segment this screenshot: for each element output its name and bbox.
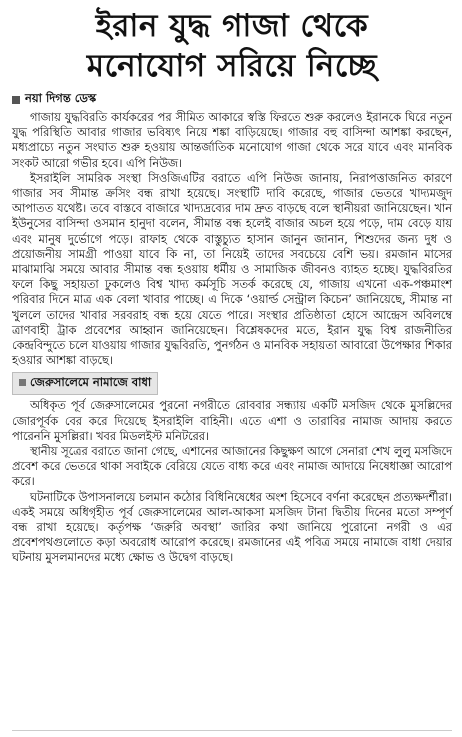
- paragraph: গাজায় যুদ্ধবিরতি কার্যকরের পর সীমিত আকারে স্বস্তি ফিরতে শুরু করলেও ইরানকে ঘিরে নতুন যুদ্ধ পরিস্থিতি আবার গাজার ভবিষ্যৎ নিয়ে শঙ্কা বাড়িয়েছে। গাজার বহু বাসিন্দা আশঙ্কা করছেন, মধ্যপ্রাচ্যে নতুন সংঘাত শুরু হওয়ায় আন্তর্জাতিক মনোযোগ গাজা থেকে সরে যাবে এবং মানবিক সংকট আরো গভীর হবে। এপি নিউজ।: [12, 111, 452, 170]
- subheading: [12, 372, 158, 395]
- square-bullet-icon: [19, 379, 26, 386]
- square-bullet-icon: [12, 96, 20, 104]
- divider: [12, 730, 452, 731]
- headline-line-2: মনোযোগ সরিয়ে নিচ্ছে: [86, 48, 378, 84]
- byline: [12, 92, 452, 107]
- paragraph: স্থানীয় সূত্রের বরাতে জানা গেছে, এশানের আজানের কিছুক্ষণ আগে সেনারা শেখ লুলু মসজিদে প্রবেশ করে ভেতরে থাকা সবাইকে বেরিয়ে যেতে বাধ্য করে এবং নামাজ আদায়ে নিষেধাজ্ঞা আরোপ করে।: [12, 445, 452, 489]
- subheading-text: জেরুসালেমে নামাজে বাধা: [30, 375, 152, 390]
- paragraph: ঘটনাটিকে উপাসনালয়ে চলমান কঠোর বিধিনিষেধের অংশ হিসেবে বর্ণনা করেছেন প্রত্যক্ষদর্শীরা। একই সময়ে অধিগৃহীত পূর্ব জেরুসালেমের আল-আকসা মসজিদ টানা দ্বিতীয় দিনের মতো সম্পূর্ণ বন্ধ রাখা হয়েছে। কর্তৃপক্ষ ‘জরুরি অবস্থা’ জারির কথা জানিয়ে পুরোনো নগরী ও এর প্রবেশপথগুলোতে কড়া অবরোধ আরোপ করেছে। রমজানের এই পবিত্র সময়ে নামাজে বাধা দেয়ার ঘটনায় মুসলমানদের মধ্যে ক্ষোভ ও উদ্বেগ বাড়ছে।: [12, 490, 452, 565]
- paragraph: ইসরাইলি সামরিক সংস্থা সিওজিএটির বরাতে এপি নিউজ জানায়, নিরাপত্তাজনিত কারণে গাজার সব সীমান্ত ক্রসিং বন্ধ রাখা হয়েছে। সংস্থাটি দাবি করেছে, গাজার ভেতরে খাদ্যমজুদ আপাতত যথেষ্ট। তবে বাস্তবে বাজারে খাদ্যদ্রব্যের দাম দ্রুত বাড়ছে বলে স্থানীয়রা জানিয়েছেন। খান ইউনুসের বাসিন্দা ওসমান হানুদা বলেন, সীমান্ত বন্ধ হলেই বাজার অচল হয়ে পড়ে, দাম বেড়ে যায় এবং মানুষ দুর্ভোগে পড়ে। রাফাহ থেকে বাস্তুচ্যুত হাসান জানুন জানান, শিশুদের জন্য দুধ ও প্রয়োজনীয় সামগ্রী পাওয়া যাবে কি না, তা নিয়েই তাদের সবচেয়ে বেশি ভয়। রমজান মাসের মাঝামাঝি সময়ে আবার সীমান্ত বন্ধ হওয়ায় ধর্মীয় ও সামাজিক জীবনও ব্যাহত হচ্ছে। যুদ্ধবিরতির ফলে কিছু সহায়তা ঢুকলেও বিশ্ব খাদ্য কর্মসূচি সতর্ক করেছে যে, গাজায় এখনো এক-পঞ্চমাংশ পরিবার দিনে মাত্র এক বেলা খাবার পাচ্ছে। এ দিকে ‘ওয়ার্ল্ড সেন্ট্রাল কিচেন’ জানিয়েছে, সীমান্ত না খুললে তাদের খাবার সরবরাহ বন্ধ হয়ে যেতে পারে। সংস্থার প্রতিষ্ঠাতা হোসে আন্দ্রেস অবিলম্বে ত্রাণবাহী ট্রাক প্রবেশের আহ্বান জানিয়েছেন। বিশ্লেষকদের মতে, ইরান যুদ্ধ বিশ্ব রাজনীতির কেন্দ্রবিন্দুতে চলে যাওয়ায় গাজার যুদ্ধবিরতি, পুনর্গঠন ও মানবিক সহায়তা আবারো উপেক্ষার শিকার হওয়ার আশঙ্কা বাড়ছে।: [12, 171, 452, 368]
- headline: [12, 6, 452, 86]
- headline-line-1: ইরান যুদ্ধ গাজা থেকে: [95, 8, 369, 44]
- paragraph: অধিকৃত পূর্ব জেরুসালেমের পুরনো নগরীতে রোববার সন্ধ্যায় একটি মসজিদ থেকে মুসল্লিদের জোরপূর্বক বের করে দিয়েছে ইসরাইলি বাহিনী। এতে এশা ও তারাবির নামাজ আদায় করতে পারেননি মুসল্লিরা। খবর মিডলইস্ট মনিটরের।: [12, 399, 452, 443]
- byline-text: নয়া দিগন্ত ডেস্ক: [25, 91, 97, 105]
